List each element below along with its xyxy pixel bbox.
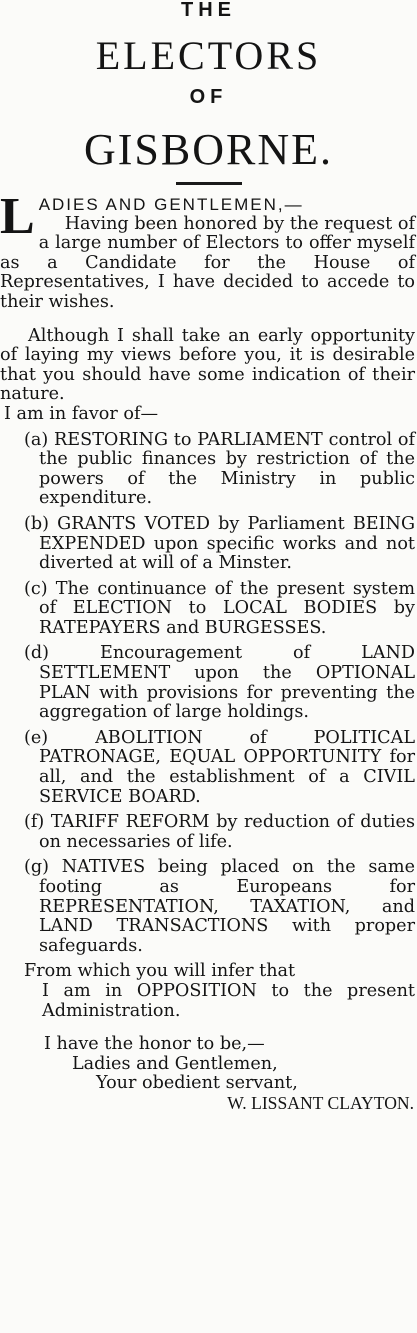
closing-paragraph (24, 962, 415, 1021)
item-text: NATIVES being placed on the same footing as Europeans for REPRESENTATION, TAXATION, and LAND TRANSACTIONS with proper safeguards. (39, 857, 416, 956)
salutation-heading: ADIES AND GENTLEMEN,— (38, 195, 304, 214)
item-text: The continuance of the present system of ELECTION to LOCAL BODIES by RATEPAYERS and BURGESSES. (39, 578, 416, 638)
policy-item-g (24, 858, 415, 956)
policy-item-e (24, 729, 415, 807)
policy-item-b (24, 515, 415, 574)
item-text: TARIFF REFORM by reduction of duties on necessaries of life. (39, 812, 415, 852)
policy-list (24, 431, 415, 957)
heading-electors: ELECTORS (95, 33, 322, 78)
item-text: RESTORING to PARLIAMENT control of the public finances by restriction of the powers of the Ministry in public expenditure. (39, 429, 416, 509)
policy-item-c (24, 580, 415, 639)
policy-item-f (24, 813, 415, 852)
intro-paragraph (0, 327, 417, 425)
item-letter: (f) (24, 812, 45, 833)
item-letter: (c) (24, 578, 48, 599)
salutation-body-text: Having been honored by the request of a large number of Electors to offer myself as a Candidate for the House of Representatives, I have decided to accede to their wishes. (0, 213, 415, 312)
closing-line-2: I am in OPPOSITION to the present Administration. (42, 980, 415, 1021)
heading-the: THE (181, 0, 236, 21)
item-letter: (b) (24, 513, 49, 534)
item-letter: (d) (24, 643, 49, 664)
policy-item-d (24, 644, 415, 722)
signoff-block (0, 1035, 417, 1113)
signoff-ladies: Ladies and Gentlemen, (72, 1053, 278, 1074)
item-text: ABOLITION of POLITICAL PATRONAGE, EQUAL OPPORTUNITY for all, and the establishment of a CIVIL SERVICE BOARD. (39, 727, 415, 807)
item-text: GRANTS VOTED by Parliament BEING EXPENDED upon specific works and not diverted at will of a Minster. (39, 513, 416, 574)
signature: W. LISSANT CLAYTON. (227, 1092, 414, 1113)
policy-item-a (24, 431, 415, 509)
intro-text: Although I shall take an early opportunity of laying my views before you, it is desirable that you should have some indication of their nature. (0, 325, 415, 405)
signoff-servant: Your obedient servant, (96, 1073, 298, 1094)
item-letter: (g) (24, 857, 49, 878)
salutation-body (0, 215, 415, 313)
heading-of: OF (189, 86, 228, 108)
signoff-honor: I have the honor to be,— (44, 1034, 265, 1055)
heading-place: GISBORNE. (83, 125, 334, 174)
closing-line-1: From which you will infer that (24, 961, 296, 982)
heading-divider (176, 182, 242, 185)
item-letter: (a) (24, 429, 49, 450)
drop-cap: L (0, 188, 35, 245)
item-text: Encouragement of LAND SETTLEMENT upon the OPTIONAL PLAN with provisions for preventing the aggregation of large holdings. (39, 643, 416, 723)
salutation-paragraph (0, 188, 415, 313)
item-letter: (e) (24, 727, 49, 748)
intro-lead: I am in favor of— (4, 403, 159, 424)
